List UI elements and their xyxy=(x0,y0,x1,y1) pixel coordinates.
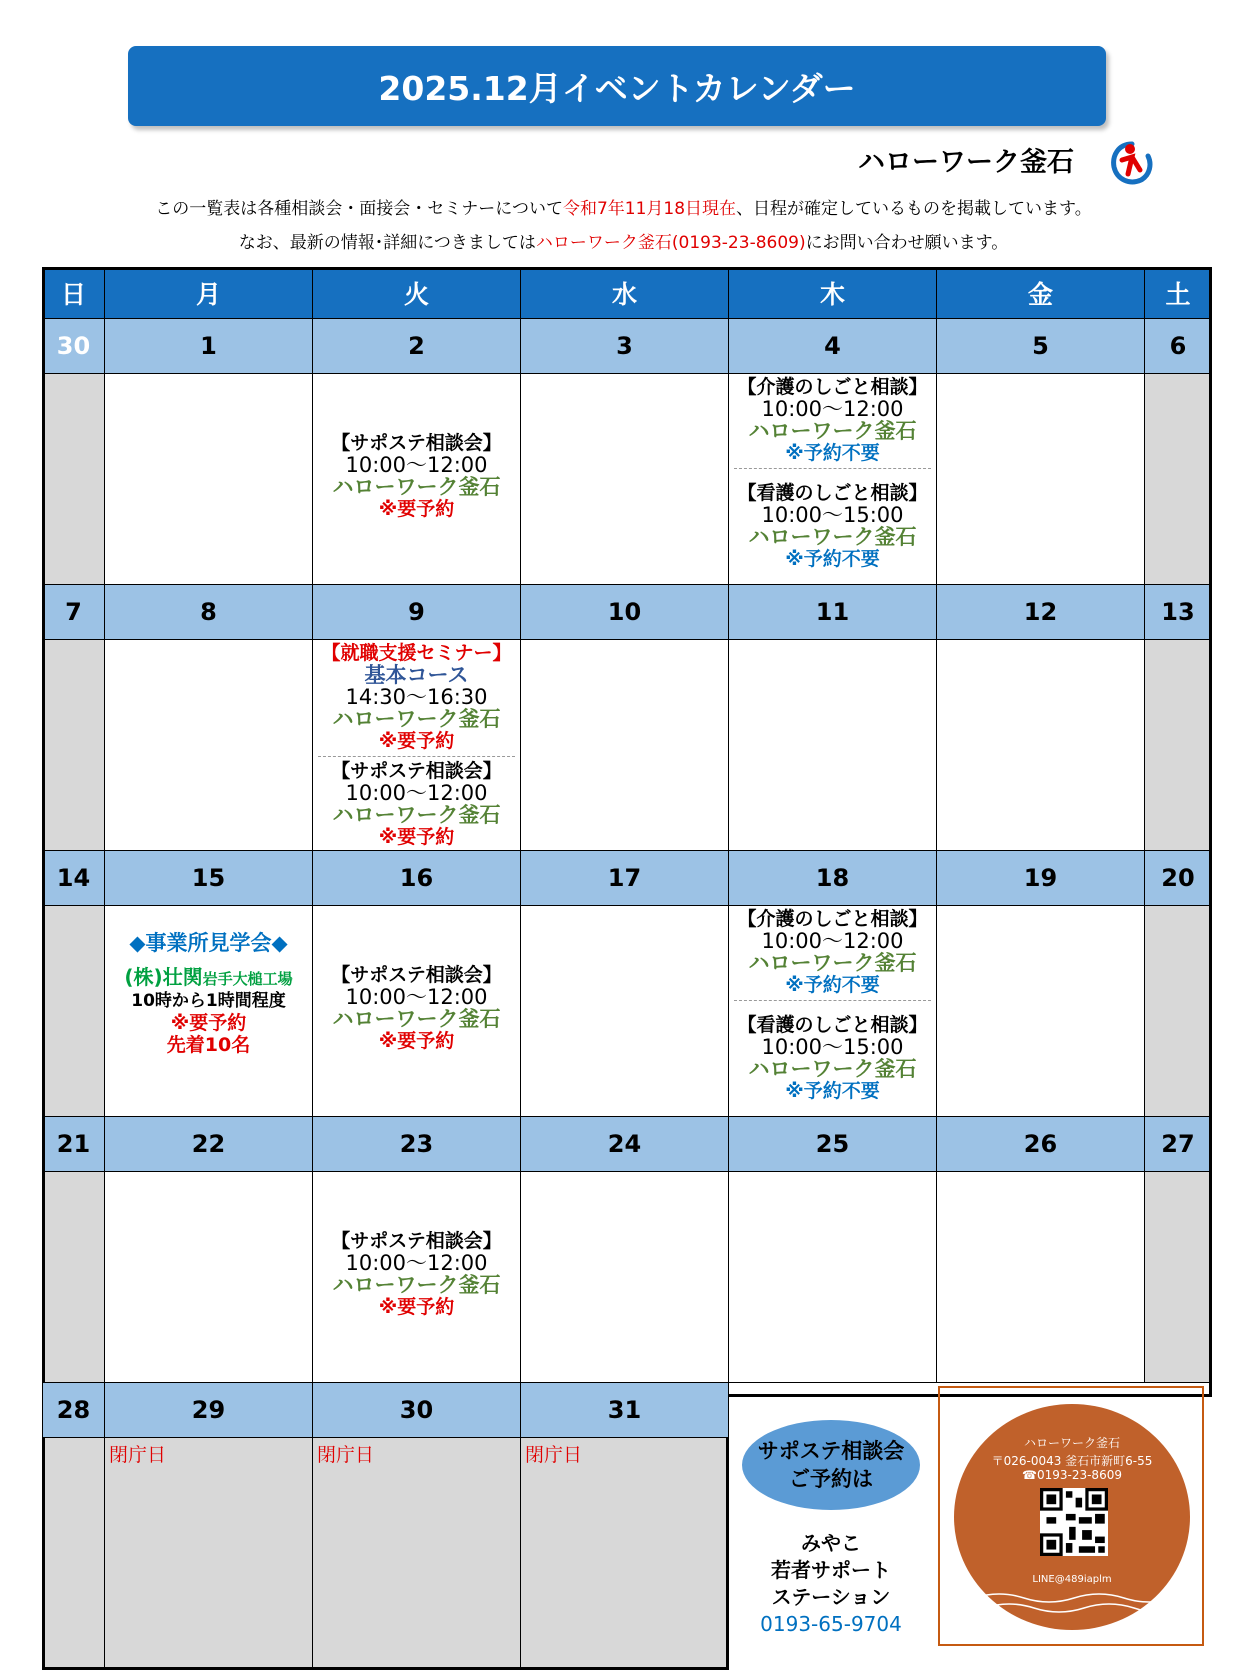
intro-text: 、日程が確定しているものを掲載しています。 xyxy=(736,199,1092,219)
event-company-line xyxy=(105,966,312,990)
event-note: ※予約不要 xyxy=(785,548,880,570)
day-body xyxy=(42,1437,105,1670)
date-cell: 3 xyxy=(520,318,729,374)
event-kango xyxy=(729,1014,936,1102)
bubble-text: サポステ相談会 xyxy=(757,1439,905,1463)
event-time: 10:00～15:00 xyxy=(761,503,904,527)
date-cell: 27 xyxy=(1144,1116,1212,1172)
day-body xyxy=(728,373,937,585)
event-time: 10:00～12:00 xyxy=(345,453,488,477)
event-place: ハローワーク釜石 xyxy=(332,707,501,731)
day-body xyxy=(104,373,313,585)
day-body xyxy=(936,373,1145,585)
day-body xyxy=(104,1171,313,1383)
day-body xyxy=(42,905,105,1117)
weekday-sat: 土 xyxy=(1144,267,1212,319)
intro-text: なお、最新の情報･詳細につきましては xyxy=(238,233,536,253)
date-cell: 6 xyxy=(1144,318,1212,374)
date-cell: 11 xyxy=(728,584,937,640)
office-name: ハローワーク釜石 xyxy=(858,147,1074,178)
divider xyxy=(734,1000,931,1001)
date-cell: 30 xyxy=(312,1382,521,1438)
weekday-wed: 水 xyxy=(520,267,729,319)
day-body xyxy=(312,905,521,1117)
intro-text: にお問い合わせ願います。 xyxy=(805,233,1009,253)
date-cell: 17 xyxy=(520,850,729,906)
event-sapo xyxy=(313,964,520,1052)
date-cell: 14 xyxy=(42,850,105,906)
event-sapo xyxy=(313,1230,520,1318)
date-cell: 23 xyxy=(312,1116,521,1172)
event-time: 10:00～15:00 xyxy=(761,1035,904,1059)
event-title: 【看護のしごと相談】 xyxy=(737,1014,928,1036)
event-time: 10:00～12:00 xyxy=(761,929,904,953)
event-time: 10時から1時間程度 xyxy=(131,991,286,1011)
closed-label: 閉庁日 xyxy=(317,1444,375,1466)
day-body xyxy=(728,905,937,1117)
date-cell: 19 xyxy=(936,850,1145,906)
event-kango xyxy=(729,482,936,570)
event-limit: 先着10名 xyxy=(166,1034,251,1056)
intro-line-1 xyxy=(0,194,1247,219)
date-cell: 5 xyxy=(936,318,1145,374)
day-body xyxy=(728,1171,937,1383)
date-cell: 16 xyxy=(312,850,521,906)
day-body xyxy=(1144,373,1212,585)
closed-label: 閉庁日 xyxy=(525,1444,583,1466)
weekday-thu: 木 xyxy=(728,267,937,319)
station-phone: 0193-65-9704 xyxy=(760,1612,902,1636)
day-body xyxy=(520,1171,729,1383)
event-time: 10:00～12:00 xyxy=(345,781,488,805)
event-note: ※要予約 xyxy=(378,826,455,848)
weekday-tue: 火 xyxy=(312,267,521,319)
day-body xyxy=(520,905,729,1117)
event-place: ハローワーク釜石 xyxy=(332,803,501,827)
office-info-circle xyxy=(954,1404,1190,1630)
date-cell: 10 xyxy=(520,584,729,640)
event-title: 【サポステ相談会】 xyxy=(331,1230,502,1252)
day-body xyxy=(1144,639,1212,851)
event-place: ハローワーク釜石 xyxy=(332,475,501,499)
date-cell: 9 xyxy=(312,584,521,640)
day-body xyxy=(104,905,313,1117)
event-title: 【看護のしごと相談】 xyxy=(737,482,928,504)
card-line-id: LINE@489iaplm xyxy=(1032,1574,1112,1585)
event-title: 【介護のしごと相談】 xyxy=(737,376,928,398)
day-body xyxy=(312,373,521,585)
weekday-sun: 日 xyxy=(42,267,105,319)
weekday-fri: 金 xyxy=(936,267,1145,319)
date-cell: 30 xyxy=(42,318,105,374)
day-body xyxy=(520,1437,729,1670)
event-place: ハローワーク釜石 xyxy=(748,951,917,975)
closed-label: 閉庁日 xyxy=(109,1444,167,1466)
day-body xyxy=(728,639,937,851)
date-cell: 20 xyxy=(1144,850,1212,906)
day-body xyxy=(312,1437,521,1670)
day-body xyxy=(936,905,1145,1117)
intro-contact: ハローワーク釜石(0193-23-8609) xyxy=(535,233,806,253)
hellowork-logo-icon xyxy=(1108,140,1156,186)
event-time: 10:00～12:00 xyxy=(761,397,904,421)
station-name: ステーション xyxy=(771,1585,891,1609)
sapo-reservation-bubble xyxy=(742,1420,920,1510)
divider xyxy=(734,468,931,469)
date-cell: 31 xyxy=(520,1382,729,1438)
date-cell: 28 xyxy=(42,1382,105,1438)
date-cell: 2 xyxy=(312,318,521,374)
event-tour xyxy=(105,932,312,1056)
day-body xyxy=(42,639,105,851)
event-time: 10:00～12:00 xyxy=(345,985,488,1009)
event-title: ◆事業所見学会◆ xyxy=(129,931,288,955)
title-text: 2025.12月イベントカレンダー xyxy=(378,68,856,108)
event-note: ※予約不要 xyxy=(785,442,880,464)
day-body xyxy=(520,639,729,851)
event-sapo xyxy=(313,432,520,520)
bubble-text: ご予約は xyxy=(789,1467,873,1491)
intro-line-2 xyxy=(0,228,1247,253)
day-body xyxy=(312,639,521,851)
event-title: 【介護のしごと相談】 xyxy=(737,908,928,930)
calendar-title xyxy=(128,46,1106,126)
event-note: ※予約不要 xyxy=(785,974,880,996)
date-cell: 13 xyxy=(1144,584,1212,640)
wave-decoration-icon xyxy=(954,1590,1190,1620)
event-title: 【サポステ相談会】 xyxy=(331,432,502,454)
day-body xyxy=(104,1437,313,1670)
date-cell: 4 xyxy=(728,318,937,374)
date-cell: 29 xyxy=(104,1382,313,1438)
event-place: ハローワーク釜石 xyxy=(332,1273,501,1297)
intro-text: この一覧表は各種相談会・面接会・セミナーについて xyxy=(155,199,563,219)
event-sapo xyxy=(313,760,520,848)
day-body xyxy=(1144,905,1212,1117)
event-time: 14:30～16:30 xyxy=(345,685,488,709)
event-title: 【就職支援セミナー】 xyxy=(321,642,512,664)
date-cell: 22 xyxy=(104,1116,313,1172)
card-address: 〒026-0043 釜石市新町6-55 xyxy=(991,1454,1153,1468)
event-note: ※要予約 xyxy=(170,1012,247,1034)
day-body xyxy=(520,373,729,585)
event-place: ハローワーク釜石 xyxy=(748,1057,917,1081)
card-office-name: ハローワーク釜石 xyxy=(1023,1436,1120,1450)
event-note: ※要予約 xyxy=(378,1030,455,1052)
event-note: ※要予約 xyxy=(378,730,455,752)
event-kaigo xyxy=(729,376,936,464)
date-cell: 15 xyxy=(104,850,313,906)
station-name: みやこ xyxy=(801,1531,861,1555)
date-cell: 18 xyxy=(728,850,937,906)
day-body xyxy=(104,639,313,851)
day-body xyxy=(312,1171,521,1383)
station-name: 若者サポート xyxy=(771,1558,891,1582)
sapo-station-info xyxy=(722,1530,940,1638)
date-cell: 26 xyxy=(936,1116,1145,1172)
qr-code-icon[interactable] xyxy=(1040,1488,1108,1556)
event-place: ハローワーク釜石 xyxy=(748,525,917,549)
event-note: ※要予約 xyxy=(378,498,455,520)
event-place: ハローワーク釜石 xyxy=(748,419,917,443)
office-info-card xyxy=(938,1386,1204,1646)
weekday-mon: 月 xyxy=(104,267,313,319)
event-kaigo xyxy=(729,908,936,996)
event-title: 【サポステ相談会】 xyxy=(331,964,502,986)
day-body xyxy=(1144,1171,1212,1383)
day-body xyxy=(936,639,1145,851)
event-place: ハローワーク釜石 xyxy=(332,1007,501,1031)
event-note: ※要予約 xyxy=(378,1296,455,1318)
date-cell: 21 xyxy=(42,1116,105,1172)
event-time: 10:00～12:00 xyxy=(345,1251,488,1275)
event-note: ※予約不要 xyxy=(785,1080,880,1102)
divider xyxy=(318,756,515,757)
date-cell: 1 xyxy=(104,318,313,374)
event-course: 基本コース xyxy=(364,663,469,687)
date-cell: 8 xyxy=(104,584,313,640)
day-body xyxy=(42,1171,105,1383)
card-phone: ☎0193-23-8609 xyxy=(1022,1468,1122,1482)
event-company: (株)壮関 xyxy=(124,965,203,989)
date-cell: 25 xyxy=(728,1116,937,1172)
date-cell: 12 xyxy=(936,584,1145,640)
date-cell: 7 xyxy=(42,584,105,640)
event-seminar xyxy=(313,642,520,752)
date-cell: 24 xyxy=(520,1116,729,1172)
event-title: 【サポステ相談会】 xyxy=(331,760,502,782)
intro-date: 令和7年11月18日現在 xyxy=(562,199,737,219)
event-factory: 岩手大槌工場 xyxy=(202,970,293,988)
day-body xyxy=(42,373,105,585)
day-body xyxy=(936,1171,1145,1383)
